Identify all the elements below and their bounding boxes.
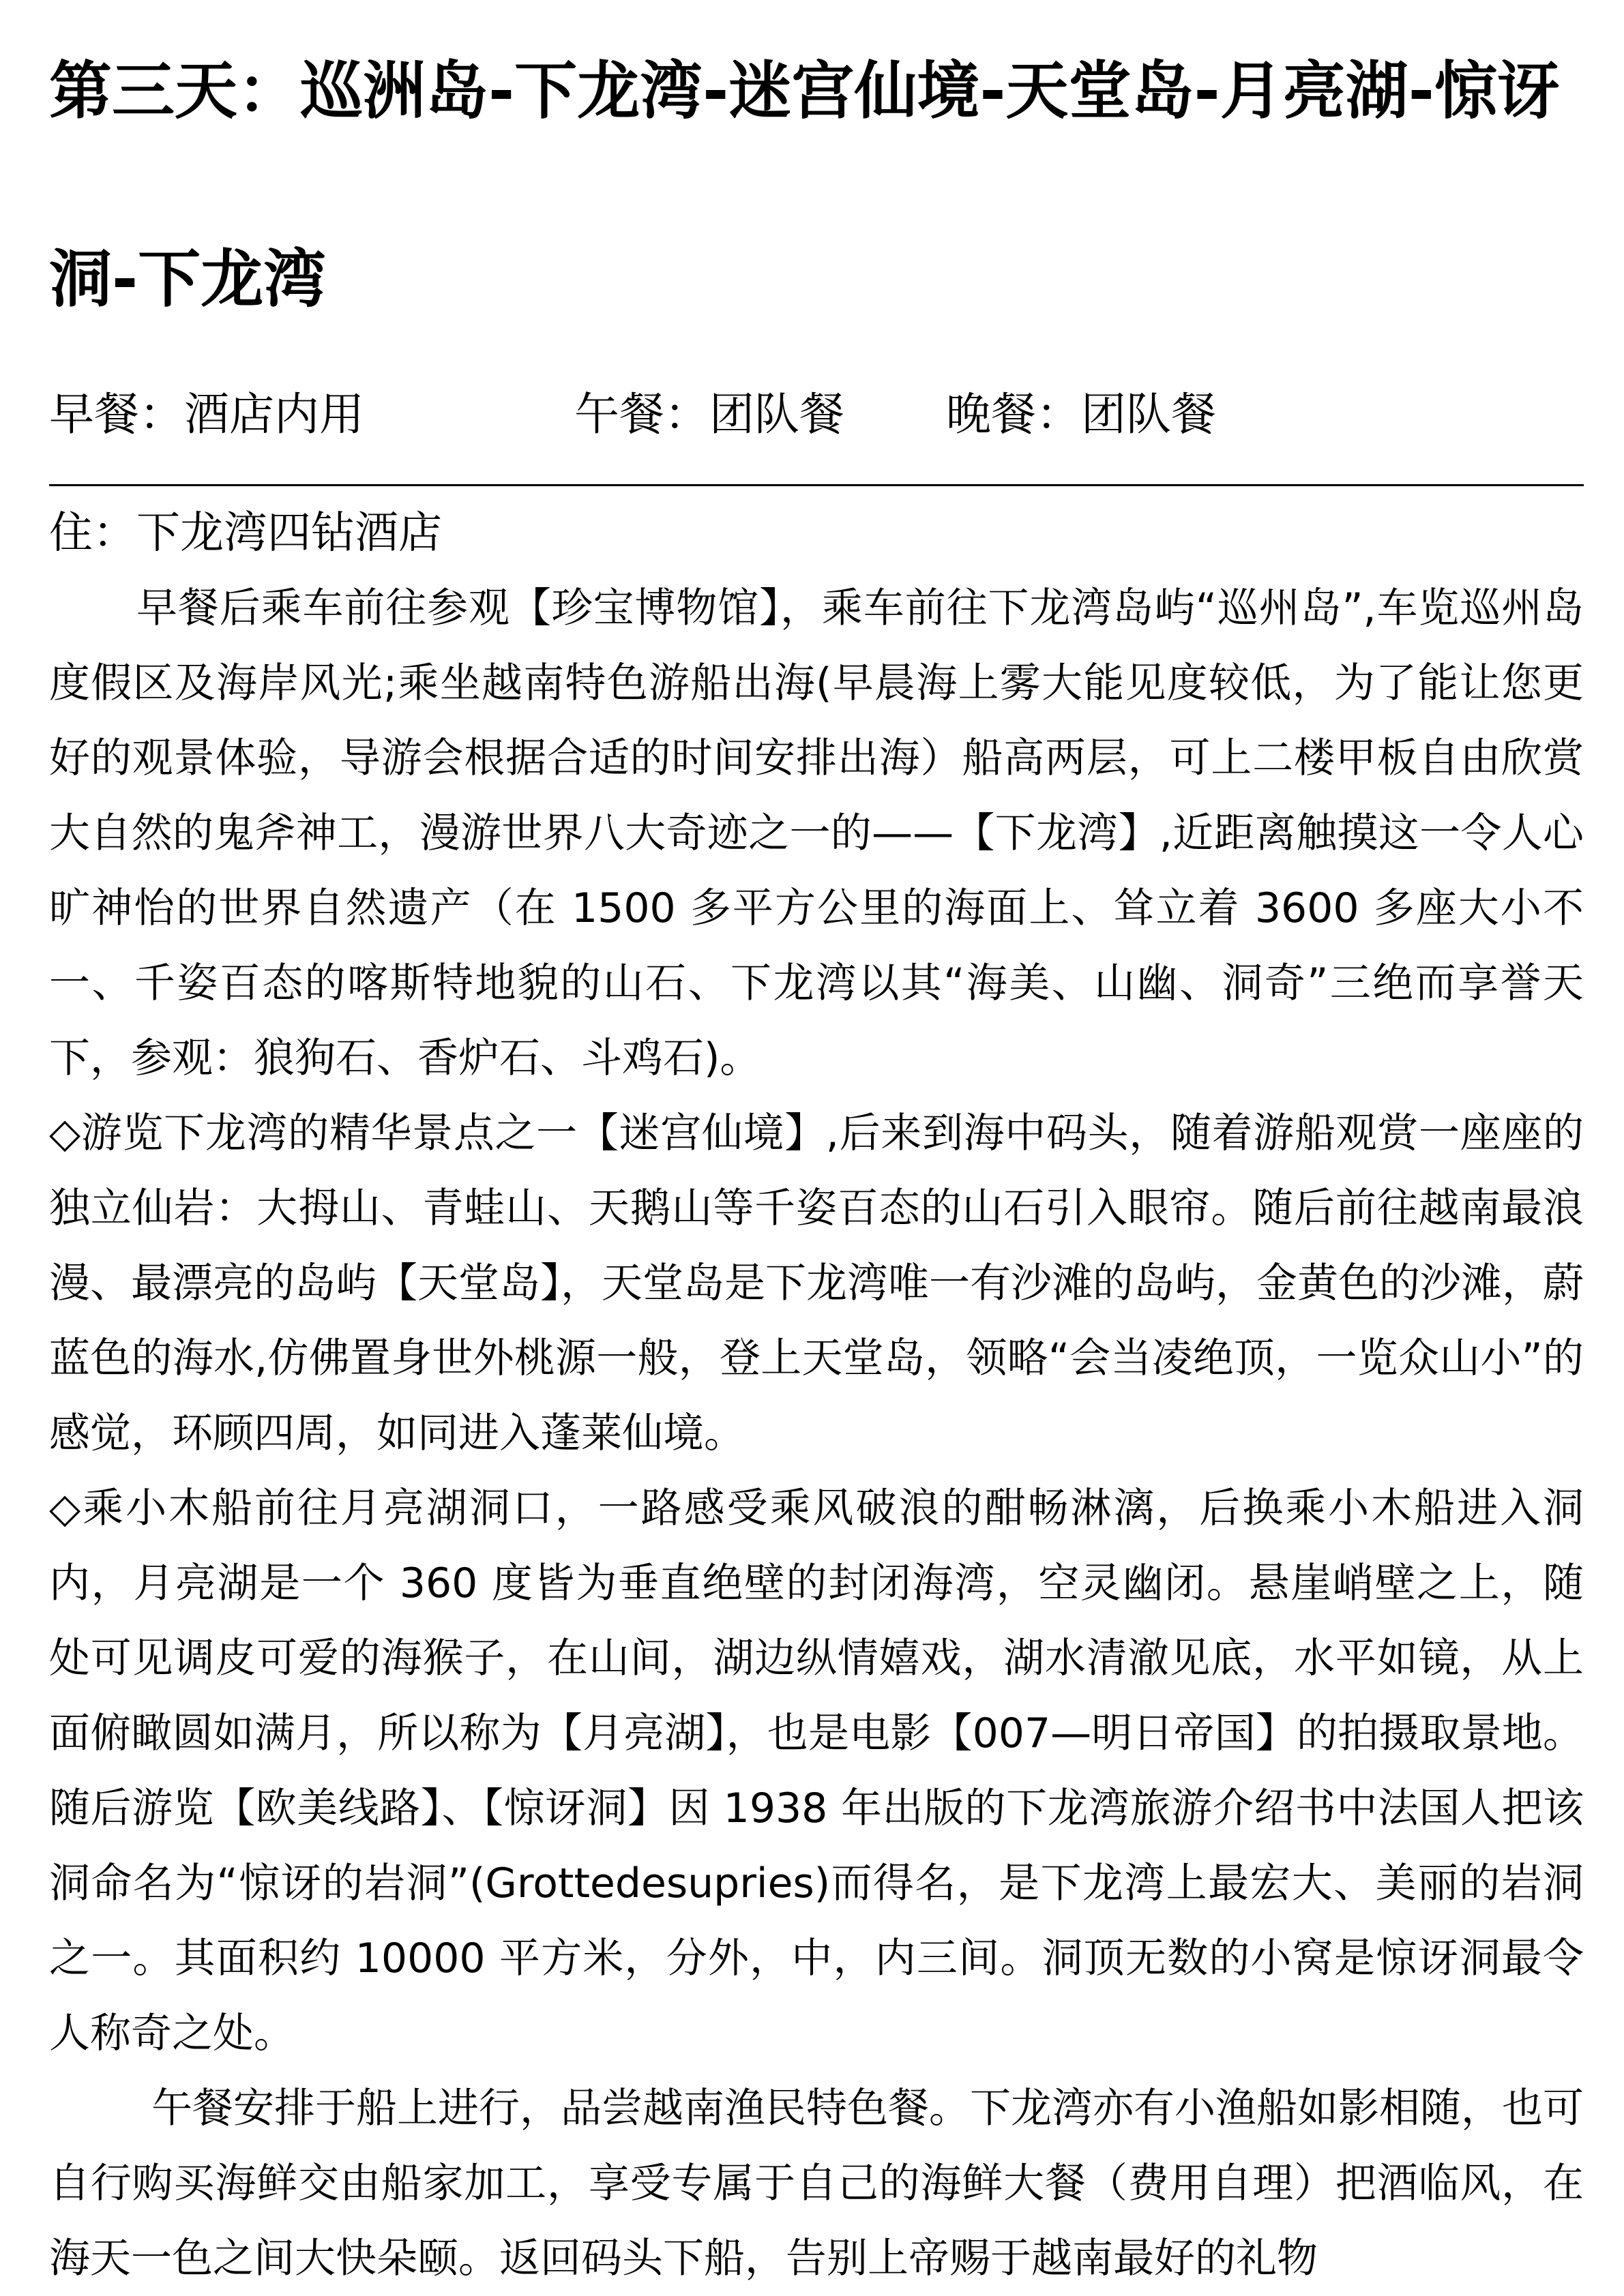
paragraph-moon-lake: ◇乘小木船前往月亮湖洞口，一路感受乘风破浪的酣畅淋漓，后换乘小木船进入洞内，月亮湖是一个 360 度皆为垂直绝壁的封闭海湾，空灵幽闭。悬崖峭壁之上，随处可见调皮可爱的海猴子，在山间，湖边纵情嬉戏，湖水清澈见底，水平如镜，从上面俯瞰圆如满月，所以称为【月亮湖】，也是电影【007—明日帝国】的拍摄取景地。随后游览【欧美线路】、【惊讶洞】因 1938 年出版的下龙湾旅游介绍书中法国人把该洞命名为“惊讶的岩洞”(Grottedesupries)而得名，是下龙湾上最宏大、美丽的岩洞之一。其面积约 10000 平方米，分外，中，内三间。洞顶无数的小窝是惊讶洞最令人称奇之处。 — [49, 1485, 1584, 2057]
accommodation-info: 住：下龙湾四钻酒店 — [49, 508, 442, 558]
day-title: 第三天：巡洲岛-下龙湾-迷宫仙境-天堂岛-月亮湖-惊讶洞-下龙湾 — [49, 55, 1560, 316]
itinerary-page — [49, 27, 1584, 2296]
paragraph-lunch: 午餐安排于船上进行，品尝越南渔民特色餐。下龙湾亦有小渔船如影相随，也可自行购买海鲜交由船家加工，享受专属于自己的海鲜大餐（费用自理）把酒临风，在海天一色之间大快朵颐。返回码头下船，告别上帝赐于越南最好的礼物 — [49, 2085, 1584, 2282]
meals-row — [49, 374, 1584, 456]
breakfast-info: 早餐：酒店内用 — [49, 388, 364, 441]
lunch-info: 午餐：团队餐 — [574, 388, 844, 441]
paragraph-morning: 早餐后乘车前往参观【珍宝博物馆】，乘车前往下龙湾岛屿“巡州岛”,车览巡州岛度假区及海岸风光;乘坐越南特色游船出海(早晨海上雾大能见度较低，为了能让您更好的观景体验，导游会根据合适的时间安排出海）船高两层，可上二楼甲板自由欣赏大自然的鬼斧神工，漫游世界八大奇迹之一的——【下龙湾】,近距离触摸这一令人心旷神怡的世界自然遗产（在 1500 多平方公里的海面上、耸立着 3600 多座大小不一、千姿百态的喀斯特地貌的山石、下龙湾以其“海美、山幽、洞奇”三绝而享誉天下，参观：狼狗石、香炉石、斗鸡石)。 — [49, 584, 1584, 1082]
section-divider — [49, 484, 1584, 486]
dinner-info: 晚餐：团队餐 — [946, 388, 1216, 441]
paragraph-maze-paradise: ◇游览下龙湾的精华景点之一【迷宫仙境】,后来到海中码头，随着游船观赏一座座的独立仙岩：大拇山、青蛙山、天鹅山等千姿百态的山石引入眼帘。随后前往越南最浪漫、最漂亮的岛屿【天堂岛】，天堂岛是下龙湾唯一有沙滩的岛屿，金黄色的沙滩，蔚蓝色的海水,仿佛置身世外桃源一般，登上天堂岛，领略“会当凌绝顶，一览众山小”的感觉，环顾四周，如同进入蓬莱仙境。 — [49, 1109, 1584, 1457]
itinerary-description — [49, 571, 1584, 2296]
